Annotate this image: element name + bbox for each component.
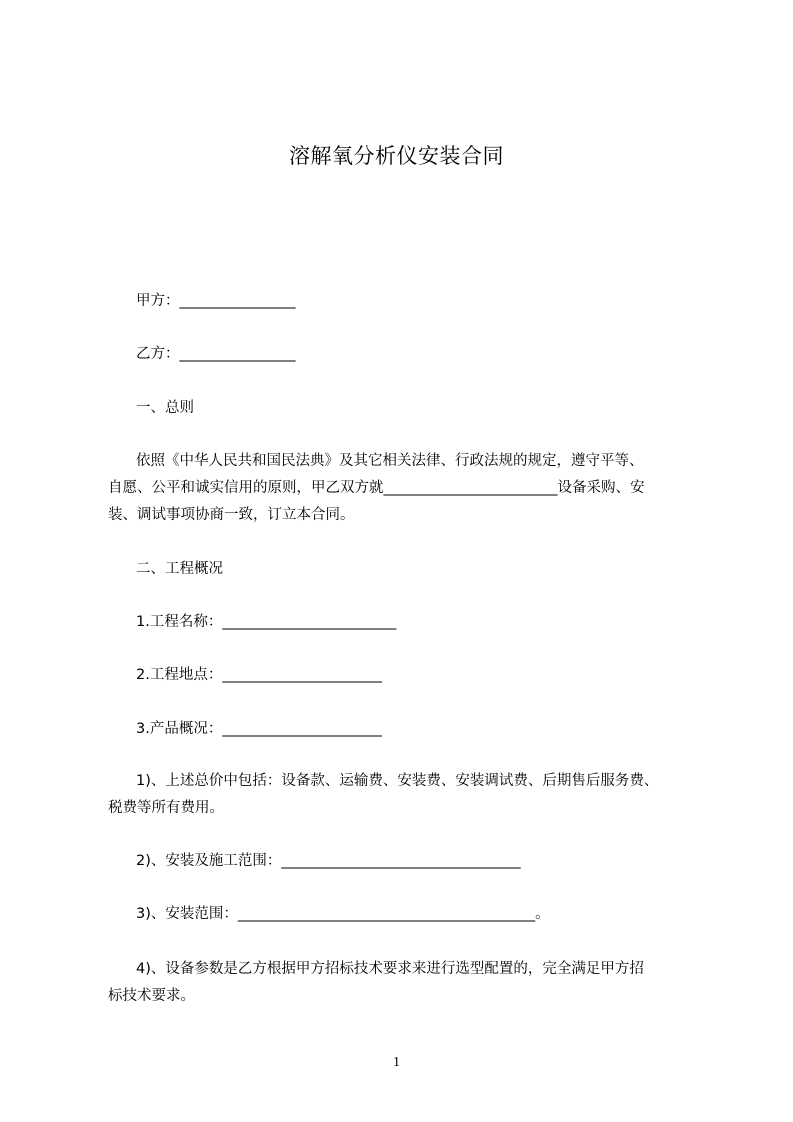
paragraph-line: 标技术要求。 (108, 988, 195, 1004)
project-location-line: 2.工程地点：______________________ (136, 667, 382, 683)
paragraph-line: 税费等所有费用。 (108, 800, 224, 816)
section-heading-overview: 二、工程概况 (136, 561, 223, 577)
paragraph-line: 装、调试事项协商一致，订立本合同。 (108, 507, 355, 523)
note-construction-scope: 2)、安装及施工范围：_________________________________ (136, 853, 521, 869)
paragraph-line: 4)、设备参数是乙方根据甲方招标技术要求来进行选型配置的，完全满足甲方招 (136, 961, 644, 977)
section-heading-general: 一、总则 (136, 400, 194, 416)
project-name-line: 1.工程名称：________________________ (136, 614, 397, 630)
note-equipment-params (108, 956, 718, 1010)
product-overview-line: 3.产品概况：______________________ (136, 721, 382, 737)
paragraph-line: 自愿、公平和诚实信用的原则，甲乙双方就________________________设备采购、安 (108, 480, 645, 496)
page-number: 1 (393, 1055, 400, 1070)
party-b-line: 乙方：________________ (136, 346, 296, 362)
note-total-price (108, 768, 718, 822)
page-title: 溶解氧分析仪安装合同 (289, 144, 504, 168)
paragraph-general (108, 448, 718, 529)
paragraph-line: 依照《中华人民共和国民法典》及其它相关法律、行政法规的规定，遵守平等、 (136, 453, 644, 469)
paragraph-line: 1)、上述总价中包括：设备款、运输费、安装费、安装调试费、后期售后服务费、 (136, 773, 659, 789)
party-a-line: 甲方：________________ (136, 293, 296, 309)
note-install-scope: 3)、安装范围：_________________________________________。 (136, 906, 550, 922)
